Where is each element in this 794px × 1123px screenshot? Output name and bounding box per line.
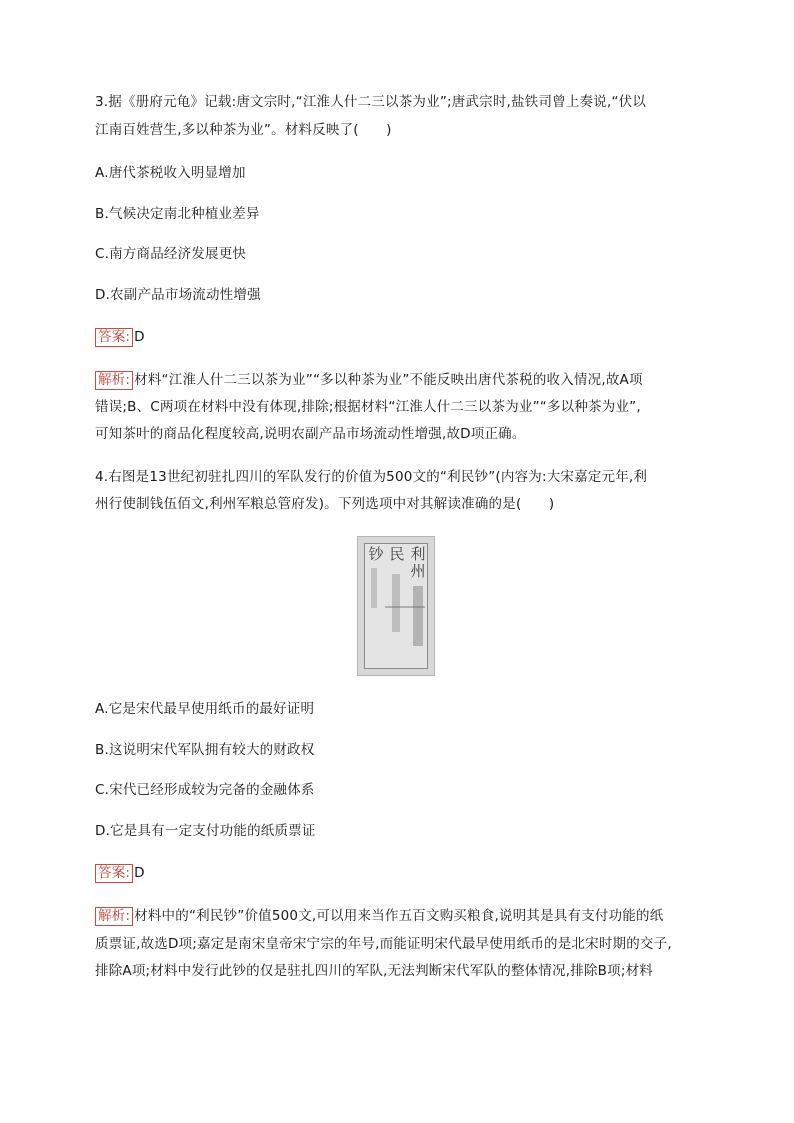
q3-option-c: C.南方商品经济发展更快: [95, 246, 247, 262]
q3-stem-line-1: 3.据《册府元龟》记载:唐文宗时,“江淮人什二三以茶为业”;唐武宗时,盐铁司曾上奏说,“伏以: [95, 94, 647, 110]
q3-stem-line-2: 江南百姓营生,多以种茶为业”。材料反映了( ): [95, 122, 392, 138]
q3-option-a: A.唐代茶税收入明显增加: [95, 165, 246, 181]
q3-analysis-text-1: 材料“江淮人什二三以茶为业”“多以种茶为业”不能反映出唐代茶税的收入情况,故A项: [134, 372, 643, 388]
q3-analysis-line-2: 错误;B、C两项在材料中没有体现,排除;根据材料“江淮人什二三以茶为业”“多以种茶为业”,: [95, 399, 641, 415]
q4-answer-label: 答案:: [95, 864, 133, 883]
q3-answer-value: D: [134, 329, 145, 345]
banknote-ink-mark: [392, 574, 400, 632]
q4-option-b: B.这说明宋代军队拥有较大的财政权: [95, 742, 315, 758]
q4-answer-value: D: [134, 865, 145, 881]
q4-option-a: A.它是宋代最早使用纸币的最好证明: [95, 701, 315, 717]
limin-banknote-image: [357, 536, 435, 676]
q3-option-b: B.气候决定南北种植业差异: [95, 206, 260, 222]
q4-analysis-line-3: 排除A项;材料中发行此钞的仅是驻扎四川的军队,无法判断宋代军队的整体情况,排除B项;材料: [95, 963, 653, 979]
banknote-ink-mark: [371, 568, 377, 608]
q3-analysis-line-1: [95, 370, 715, 390]
q4-option-c: C.宋代已经形成较为完备的金融体系: [95, 782, 315, 798]
q3-option-d: D.农副产品市场流动性增强: [95, 287, 261, 303]
q4-stem-line-1: 4.右图是13世纪初驻扎四川的军队发行的价值为500文的“利民钞”(内容为:大宋嘉定元年,利: [95, 469, 648, 485]
q4-stem-line-2: 州行使制钱伍佰文,利州军粮总管府发)。下列选项中对其解读准确的是( ): [95, 496, 555, 512]
banknote-ink-mark: [385, 606, 425, 608]
q4-answer: [95, 863, 715, 883]
banknote-text-mid: 民: [389, 545, 405, 563]
banknote-ink-mark: [413, 586, 423, 646]
q4-analysis-line-2: 质票证,故选D项;嘉定是南宋皇帝宋宁宗的年号,而能证明宋代最早使用纸币的是北宋时期的交子,: [95, 936, 672, 952]
q4-analysis-line-1: [95, 906, 715, 926]
q3-answer-label: 答案:: [95, 328, 133, 347]
q4-option-d: D.它是具有一定支付功能的纸质票证: [95, 823, 316, 839]
banknote-text-left: 钞: [368, 545, 384, 563]
banknote-frame: [364, 543, 428, 669]
q4-analysis-text-1: 材料中的“利民钞”价值500文,可以用来当作五百文购买粮食,说明其是具有支付功能的纸: [134, 908, 664, 924]
q3-analysis-line-3: 可知茶叶的商品化程度较高,说明农副产品市场流动性增强,故D项正确。: [95, 426, 526, 442]
banknote-text-right: 利州: [410, 545, 426, 580]
q3-answer: [95, 327, 715, 347]
q4-analysis-label: 解析:: [95, 907, 133, 926]
q3-analysis-label: 解析:: [95, 371, 133, 390]
